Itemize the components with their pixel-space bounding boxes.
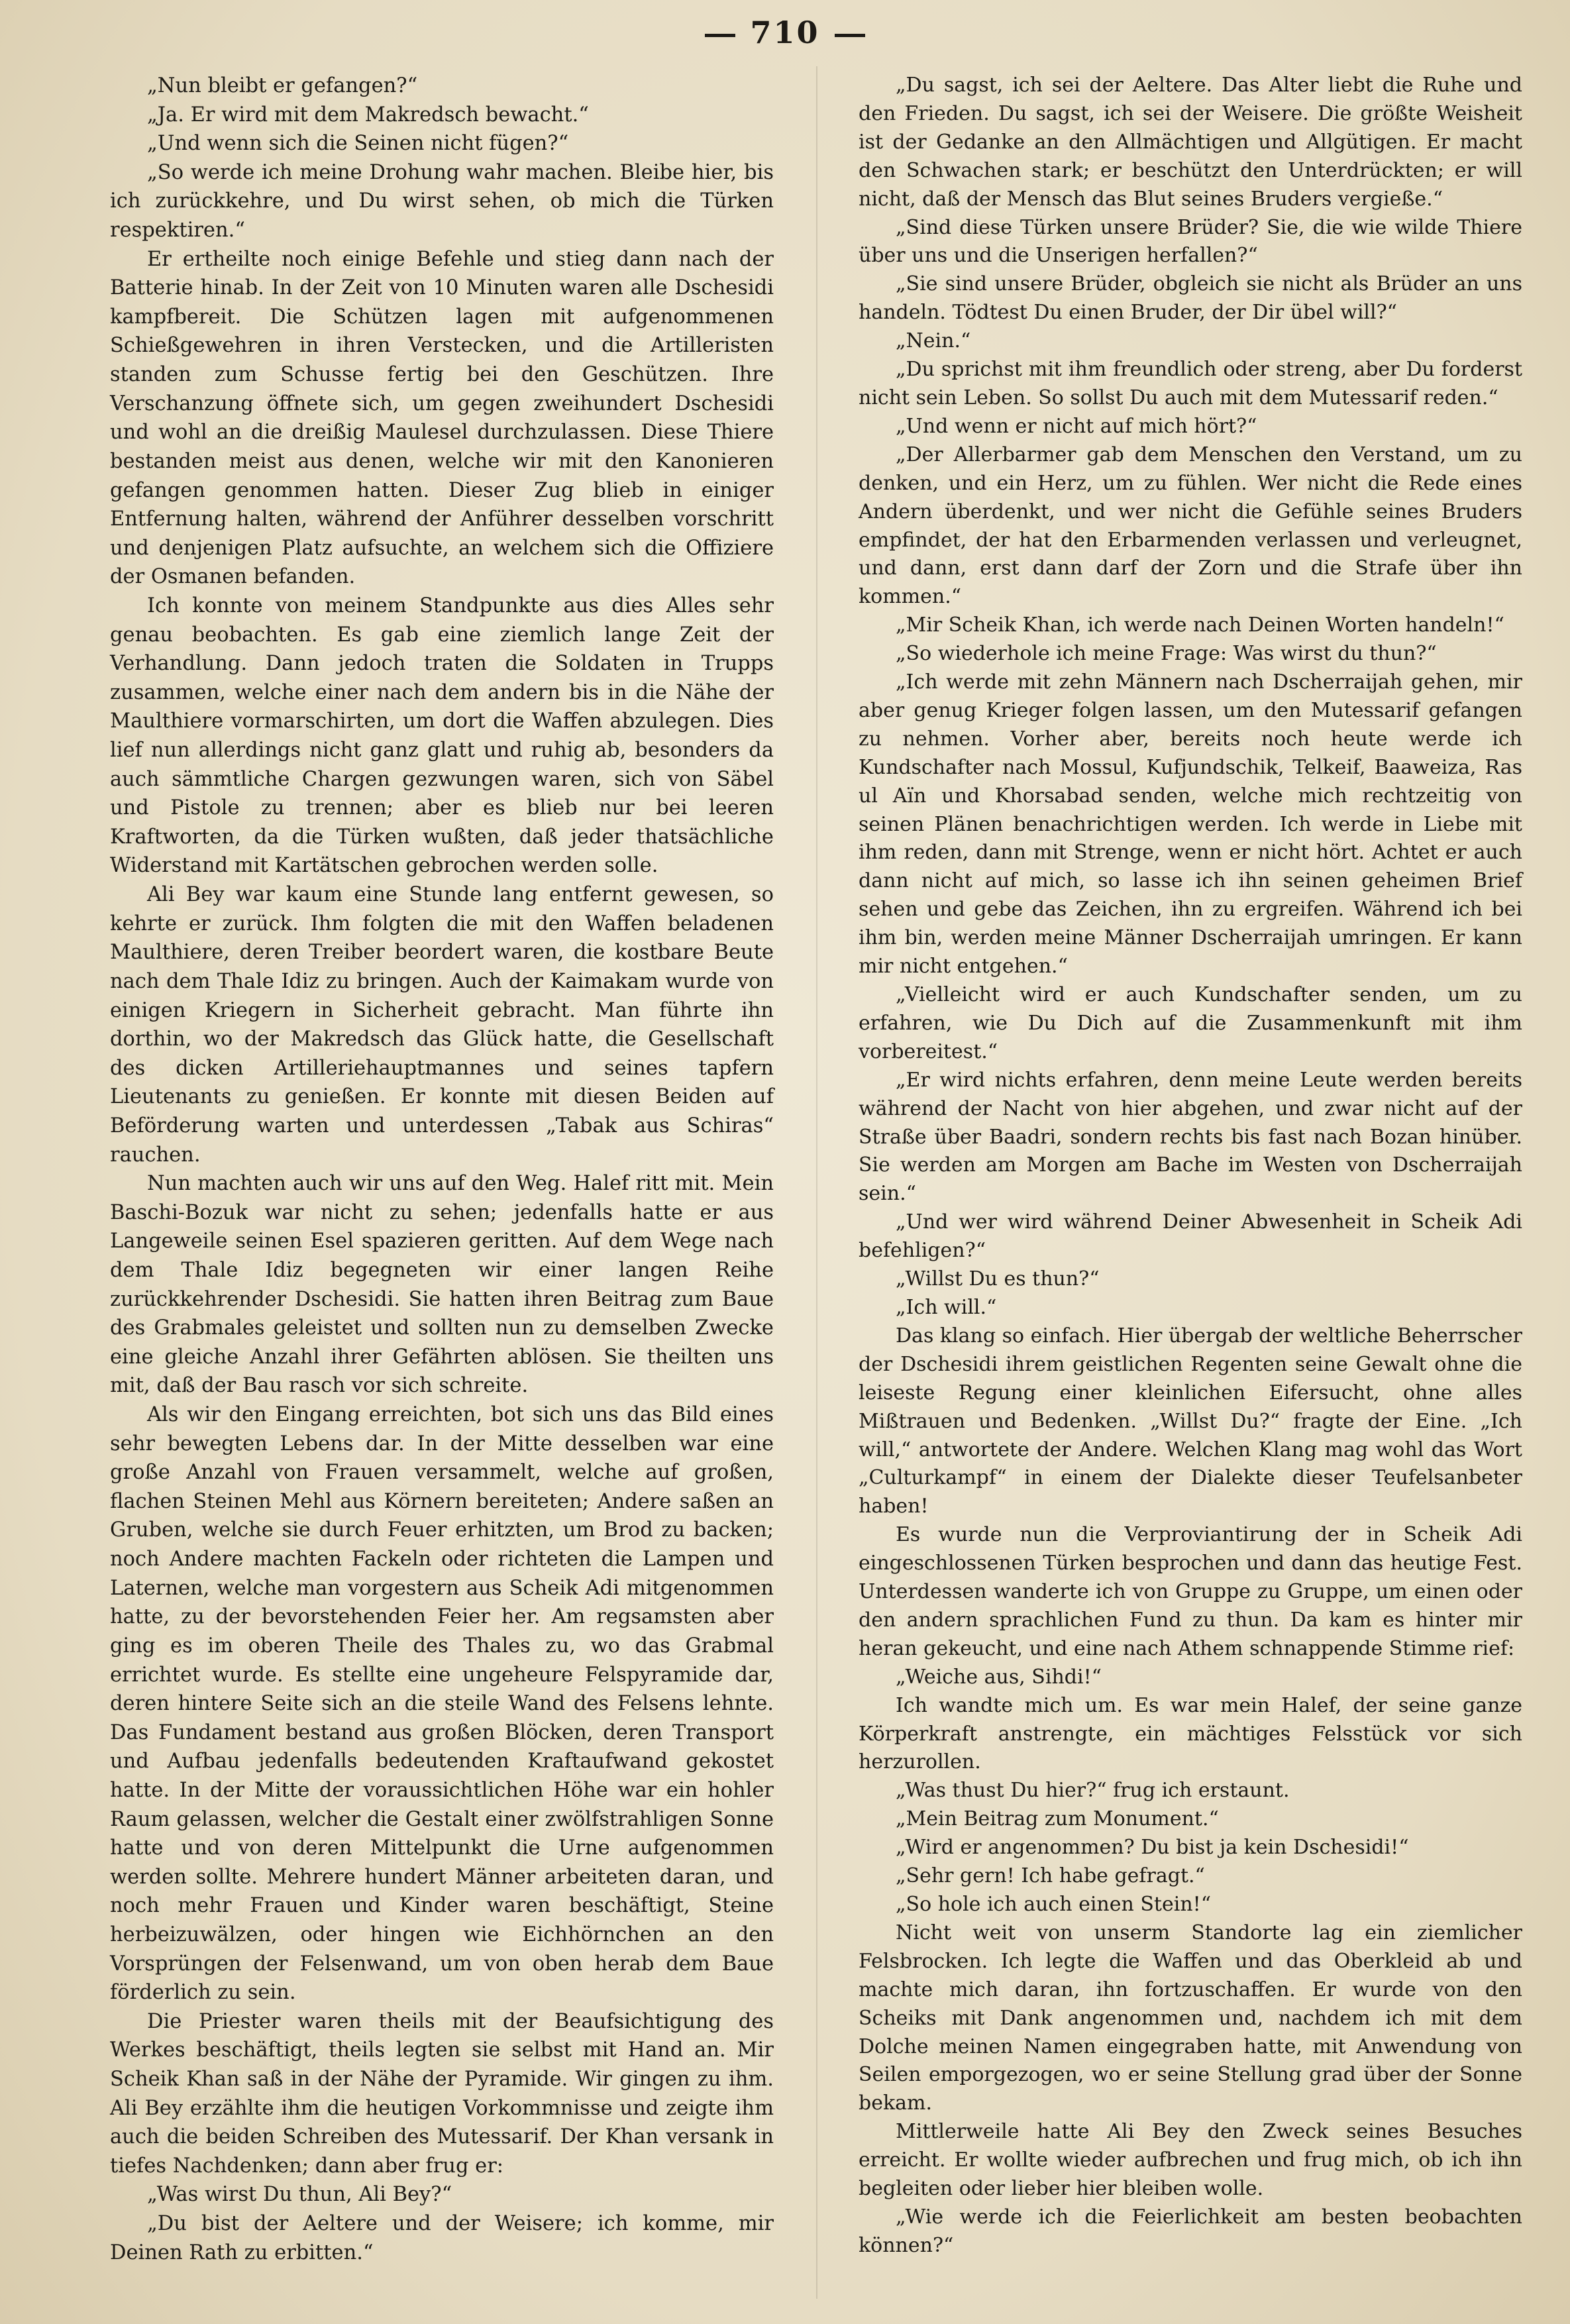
left-column [110, 72, 774, 2267]
paragraph: „Sehr gern! Ich habe gefragt.“ [896, 1864, 1205, 1888]
paragraph: Ali Bey war kaum eine Stunde lang entfernt gewesen, so kehrte er zurück. Ihm folgten die mit den Waffen beladenen Maulthiere, deren Treiber beordert waren, die kostbare Beute nach dem Thale Idiz zu bringen. Auch der Kaimakam wurde von einigen Kriegern in Sicherheit gebracht. Man führte ihn dorthin, wo der Makredsch das Glück hatte, die Gesellschaft des dicken Artilleriehauptmannes und seines tapfern Lieutenants zu genießen. Er konnte mit diesen Beiden auf Beförderung warten und unterdessen „Tabak aus Schiras“ rauchen. [110, 883, 774, 1167]
paragraph: „Mir Scheik Khan, ich werde nach Deinen Worten handeln!“ [896, 613, 1504, 637]
paragraph: „Willst Du es thun?“ [896, 1267, 1100, 1291]
column-divider [816, 66, 817, 2299]
paragraph: „So wiederhole ich meine Frage: Was wirst du thun?“ [896, 642, 1437, 666]
paragraph: „Wird er angenommen? Du bist ja kein Dschesidi!“ [896, 1836, 1409, 1860]
paragraph: „So werde ich meine Drohung wahr machen. Bleibe hier, bis ich zurückkehre, und Du wirst sehen, ob mich die Türken respektiren.“ [110, 160, 774, 242]
paragraph: Es wurde nun die Verproviantirung der in Scheik Adi eingeschlossenen Türken besprochen und dann das heutige Fest. Unterdessen wanderte ich von Gruppe zu Gruppe, um einen oder den andern sprachlichen Fund zu thun. Da kam es hinter mir heran gekeucht, und eine nach Athem schnappende Stimme rief: [859, 1523, 1522, 1660]
paragraph: Das klang so einfach. Hier übergab der weltliche Beherrscher der Dschesidi ihrem geistlichen Regenten seine Gewalt ohne die leiseste Regung einer kleinlichen Eifersucht, ohne alles Mißtrauen und Bedenken. „Willst Du?“ fragte der Eine. „Ich will,“ antwortete der Andere. Welchen Klang mag wohl das Wort „Culturkampf“ in einem der Dialekte dieser Teufelsanbeter haben! [859, 1324, 1522, 1518]
paragraph: „Du sagst, ich sei der Aeltere. Das Alter liebt die Ruhe und den Frieden. Du sagst, ich sei der Weisere. Die größte Weisheit ist der Gedanke an den Allmächtigen und Allgütigen. Er macht den Schwachen stark; er beschützt den Unterdrückten; er will nicht, daß der Mensch das Blut seines Bruders vergieße.“ [859, 74, 1522, 211]
paragraph: „Vielleicht wird er auch Kundschafter senden, um zu erfahren, wie Du Dich auf die Zusammenkunft mit ihm vorbereitest.“ [859, 983, 1522, 1063]
paragraph: „Er wird nichts erfahren, denn meine Leute werden bereits während der Nacht von hier abgehen, und zwar nicht auf der Straße über Baadri, sondern rechts bis fast nach Bozan hinüber. Sie werden am Morgen am Bache im Westen von Dscherraijah sein.“ [859, 1068, 1522, 1206]
paragraph: „Ich will.“ [896, 1295, 997, 1319]
paragraph: „Weiche aus, Sihdi!“ [896, 1665, 1102, 1689]
page-header [0, 15, 1570, 68]
paragraph: „Und wenn er nicht auf mich hört?“ [896, 414, 1257, 438]
page-number: 710 [750, 15, 820, 50]
paragraph: „Mein Beitrag zum Monument.“ [896, 1807, 1219, 1831]
paragraph: „Was wirst Du thun, Ali Bey?“ [147, 2183, 452, 2207]
paragraph: Nun machten auch wir uns auf den Weg. Halef ritt mit. Mein Baschi-Bozuk war nicht zu sehen; jedenfalls hatte er aus Langeweile seinen Esel spazieren geritten. Auf dem Wege nach dem Thale Idiz begegneten wir einer langen Reihe zurückkehrender Dschesidi. Sie hatten ihren Beitrag zum Baue des Grabmales geleistet und sollten nun zu demselben Zwecke eine gleiche Anzahl ihrer Gefährten ablösen. Sie theilten uns mit, daß der Bau rasch vor sich schreite. [110, 1172, 774, 1398]
paragraph: „Wie werde ich die Feierlichkeit am besten beobachten können?“ [859, 2205, 1522, 2257]
header-dash-left [705, 34, 735, 37]
paragraph: „Sie sind unsere Brüder, obgleich sie nicht als Brüder an uns handeln. Tödtest Du einen Bruder, der Dir übel will?“ [859, 272, 1522, 325]
paragraph: Ich wandte mich um. Es war mein Halef, der seine ganze Körperkraft anstrengte, ein mächtiges Felsstück vor sich herzurollen. [859, 1693, 1522, 1774]
paragraph: „Ja. Er wird mit dem Makredsch bewacht.“ [147, 103, 589, 127]
paragraph: „Was thust Du hier?“ frug ich erstaunt. [896, 1779, 1290, 1803]
header-dash-right [835, 34, 865, 37]
paragraph: „Ich werde mit zehn Männern nach Dscherraijah gehen, mir aber genug Krieger folgen lassen, um den Mutessarif gefangen zu nehmen. Vorher aber, bereits noch heute werde ich Kundschafter nach Mossul, Kufjundschik, Telkeif, Baaweiza, Ras ul Aïn und Khorsabad senden, welche mich rechtzeitig von seinen Plänen benachrichtigen werden. Ich werde in Liebe mit ihm reden, dann mit Strenge, wenn er nicht hört. Achtet er auch dann nicht auf mich, so lasse ich ihn seinen geheimen Brief sehen und gebe das Zeichen, ihn zu ergreifen. Während ich bei ihm bin, werden meine Männer Dscherraijah umringen. Er kann mir nicht entgehen.“ [859, 670, 1522, 978]
paragraph: „Der Allerbarmer gab dem Menschen den Verstand, um zu denken, und ein Herz, um zu fühlen. Wer nicht die Rede eines Andern überdenkt, und wer nicht die Gefühle seines Bruders empfindet, der hat den Erbarmenden verlassen und verleugnet, und dann, erst dann darf der Zorn und die Strafe über ihn kommen.“ [859, 443, 1522, 609]
right-column [859, 72, 1522, 2260]
paragraph: „Nun bleibt er gefangen?“ [147, 74, 418, 97]
paragraph: „Nein.“ [896, 329, 971, 353]
paragraph: „So hole ich auch einen Stein!“ [896, 1893, 1212, 1916]
paragraph: „Du bist der Aeltere und der Weisere; ich komme, mir Deinen Rath zu erbitten.“ [110, 2212, 774, 2264]
paragraph: Mittlerweile hatte Ali Bey den Zweck seines Besuches erreicht. Er wollte wieder aufbrechen und frug mich, ob ich ihn begleiten oder lieber hier bleiben wolle. [859, 2120, 1522, 2201]
paragraph: „Und wer wird während Deiner Abwesenheit in Scheik Adi befehligen?“ [859, 1210, 1522, 1263]
paragraph: Nicht weit von unserm Standorte lag ein ziemlicher Felsbrocken. Ich legte die Waffen und das Oberkleid ab und machte mich daran, ihn fortzuschaffen. Er wurde von den Scheiks mit Dank angenommen und, nachdem ich mit dem Dolche meinen Namen eingegraben hatte, mit Anwendung von Seilen emporgezogen, wo er seine Stellung grad über der Sonne bekam. [859, 1921, 1522, 2115]
paragraph: „Und wenn sich die Seinen nicht fügen?“ [147, 132, 569, 156]
paragraph: „Sind diese Türken unsere Brüder? Sie, die wie wilde Thiere über uns und die Unserigen herfallen?“ [859, 215, 1522, 268]
paragraph: Er ertheilte noch einige Befehle und stieg dann nach der Batterie hinab. In der Zeit von 10 Minuten waren alle Dschesidi kampfbereit. Die Schützen lagen mit aufgenommenen Schießgewehren in ihren Verstecken, und die Artilleristen standen zum Schusse fertig bei den Geschützen. Ihre Verschanzung öffnete sich, um gegen zweihundert Dschesidi und wohl an die dreißig Maulesel durchzulassen. Diese Thiere bestanden meist aus denen, welche wir mit den Kanonieren gefangen genommen hatten. Dieser Zug blieb in einiger Entfernung halten, während der Anführer desselben vorschritt und denjenigen Platz aufsuchte, an welchem sich die Offiziere der Osmanen befanden. [110, 247, 774, 589]
paragraph: „Du sprichst mit ihm freundlich oder streng, aber Du forderst nicht sein Leben. So sollst Du auch mit dem Mutessarif reden.“ [859, 358, 1522, 409]
paragraph: Ich konnte von meinem Standpunkte aus dies Alles sehr genau beobachten. Es gab eine ziemlich lange Zeit der Verhandlung. Dann jedoch traten die Soldaten in Trupps zusammen, welche einer nach dem andern bis in die Nähe der Maulthiere vormarschirten, um dort die Waffen abzulegen. Dies lief nun allerdings nicht ganz glatt und ruhig ab, besonders da auch sämmtliche Chargen gezwungen waren, sich von Säbel und Pistole zu trennen; aber es blieb nur bei leeren Kraftworten, da die Türken wußten, daß jeder thatsächliche Widerstand mit Kartätschen gebrochen werden solle. [110, 594, 774, 878]
paragraph: Die Priester waren theils mit der Beaufsichtigung des Werkes beschäftigt, theils legten sie selbst mit Hand an. Mir Scheik Khan saß in der Nähe der Pyramide. Wir gingen zu ihm. Ali Bey erzählte ihm die heutigen Vorkommnisse und zeigte ihm auch die beiden Schreiben des Mutessarif. Der Khan versank in tiefes Nachdenken; dann aber frug er: [110, 2009, 774, 2178]
paragraph: Als wir den Eingang erreichten, bot sich uns das Bild eines sehr bewegten Lebens dar. In der Mitte desselben war eine große Anzahl von Frauen versammelt, welche auf großen, flachen Steinen Mehl aus Körnern bereiteten; Andere saßen an Gruben, welche sie durch Feuer erhitzten, um Brod zu backen; noch Andere machten Fackeln oder richteten die Lampen und Laternen, welche man vorgestern aus Scheik Adi mitgenommen hatte, zu der bevorstehenden Feier her. Am regsamsten aber ging es im oberen Theile des Thales zu, wo das Grabmal errichtet wurde. Es stellte eine ungeheure Felspyramide dar, deren hintere Seite sich an die steile Wand des Felsens lehnte. Das Fundament bestand aus großen Blöcken, deren Transport und Aufbau jedenfalls bedeutenden Kraftaufwand gekostet hatte. In der Mitte der voraussichtlichen Höhe war ein hohler Raum gelassen, welcher die Gestalt einer zwölfstrahligen Sonne hatte und von deren Mittelpunkt die Urne aufgenommen werden sollte. Mehrere hundert Männer arbeiteten daran, und noch mehr Frauen und Kinder waren beschäftigt, Steine herbeizuwälzen, oder hingen wie Eichhörnchen an den Vorsprüngen der Felsenwand, um von oben herab dem Baue förderlich zu sein. [110, 1403, 774, 2005]
